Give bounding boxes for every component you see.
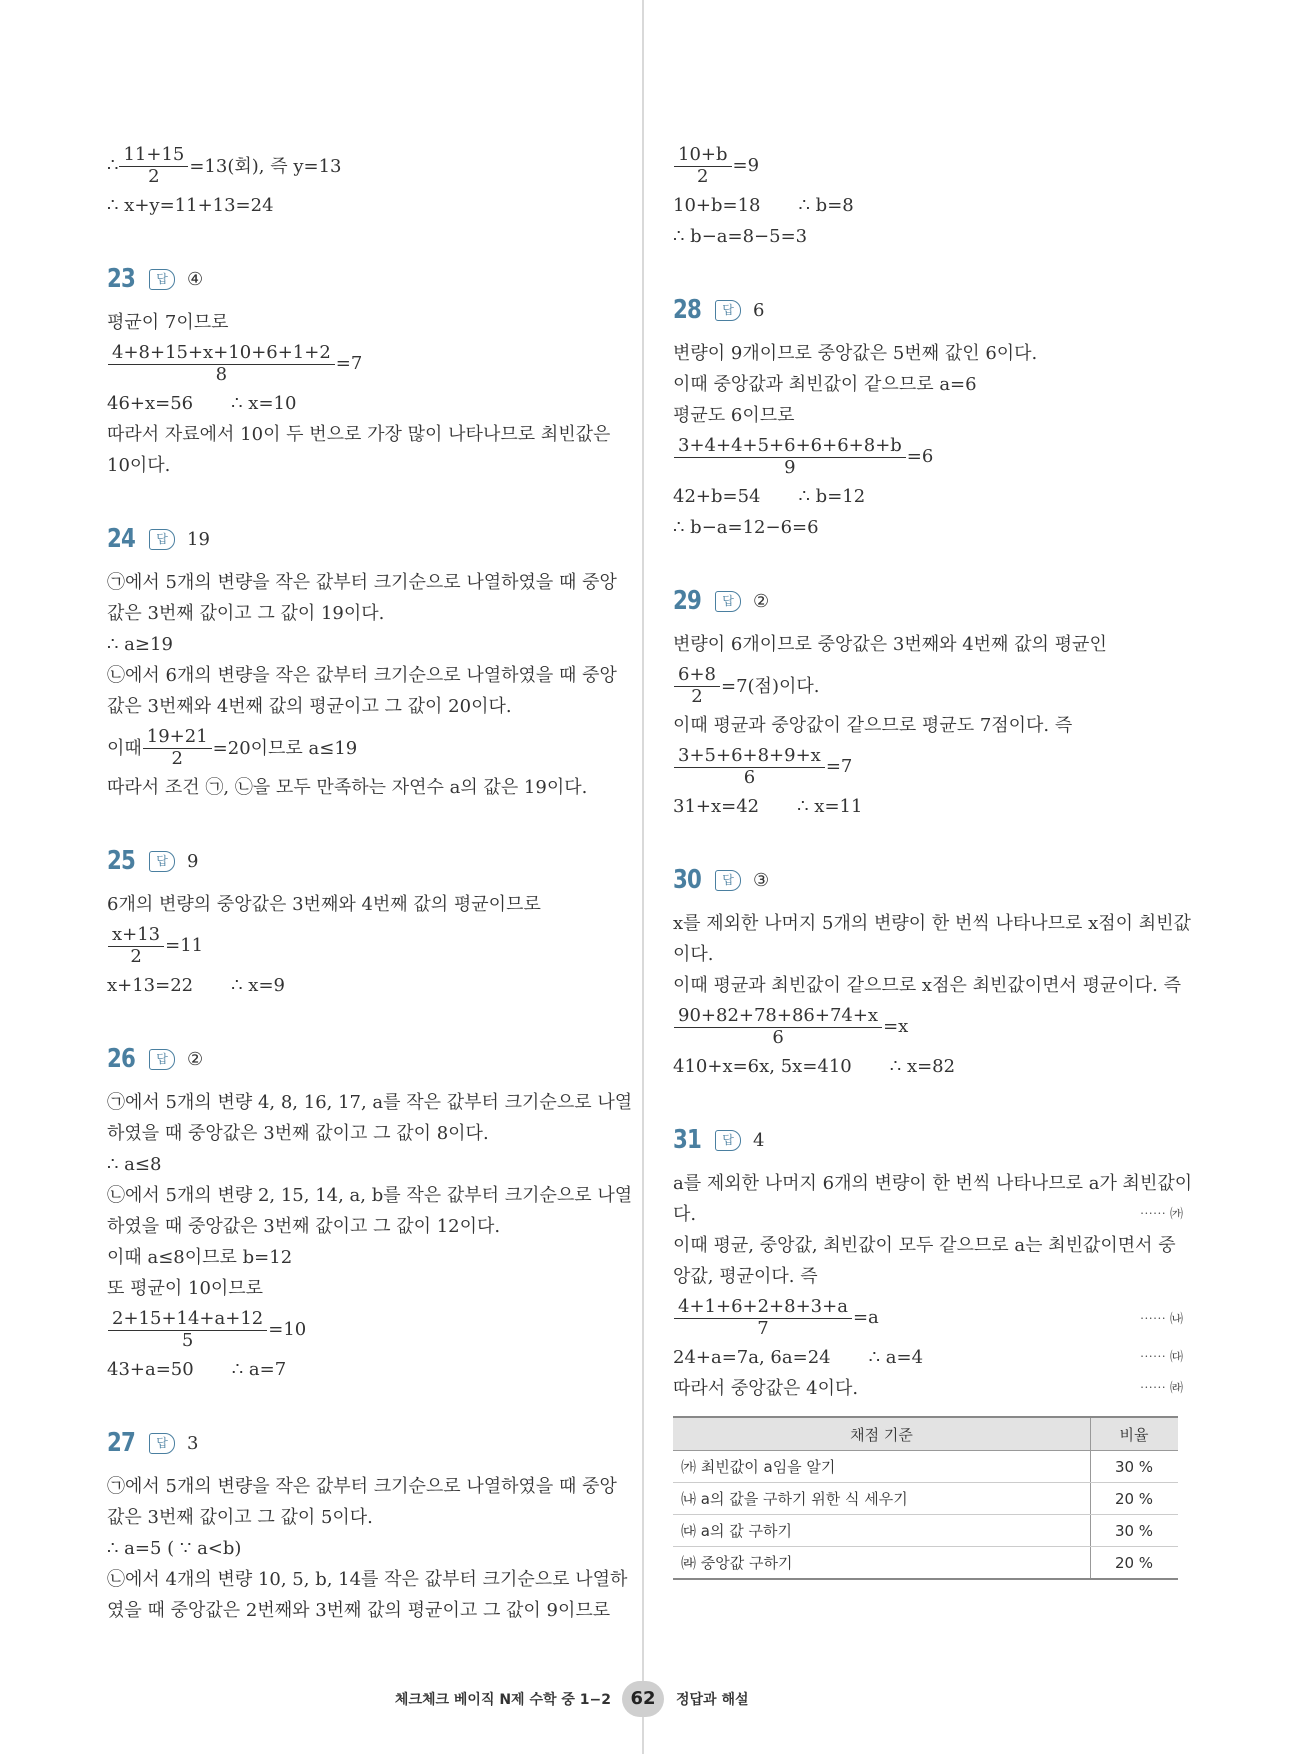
right-column [673,140,1193,1580]
denominator: 8 [215,363,228,385]
answer-value: 9 [187,850,199,872]
fraction-line [673,140,1183,190]
text-line: ∴ b−a=12−6=6 [673,517,819,538]
answer-badge: 답 [715,300,741,321]
problem-number: 28 [673,295,702,325]
denominator: 9 [784,456,796,478]
conclusion: ∴ a=4 [868,1347,924,1368]
text-line: 이때 중앙값과 최빈값이 같으므로 a=6 [673,374,977,395]
text-line: ∴ a≤8 [107,1154,162,1175]
text-line: 평균이 7이므로 [107,312,229,333]
numerator: x+13 [108,924,164,947]
problem-24-header [107,517,627,561]
answer-value: 19 [187,528,210,550]
fraction [674,745,825,788]
criteria-cell: ㈏ a의 값을 구하기 위한 식 세우기 [673,1483,1091,1515]
step-marker: ⋯⋯ ㈑ [1139,1381,1183,1396]
text-line: ㉡에서 6개의 변량을 작은 값부터 크기순으로 나열하였을 때 중앙 [107,665,617,686]
conclusion: ∴ x=82 [889,1056,956,1077]
numerator: 11+15 [119,144,188,167]
text-line: 이때 평균과 중앙값이 같으므로 평균도 7점이다. 즉 [673,715,1073,736]
table-row [673,1451,1178,1483]
equation: 24+a=7a, 6a=24 [673,1347,831,1368]
step-marker: ⋯⋯ ㈏ [1139,1311,1183,1327]
equation: 31+x=42 [673,796,760,817]
problem-27-header [107,1421,627,1465]
text-line: 따라서 자료에서 10이 두 번으로 가장 많이 나타나므로 최빈값은 [107,424,611,445]
equation-line [673,190,1183,221]
problem-number: 31 [673,1125,702,1155]
conclusion: ∴ b=8 [798,195,854,216]
problem-26-header [107,1037,627,1081]
denominator: 2 [148,165,160,187]
numerator: 4+1+6+2+8+3+a [674,1296,852,1319]
answer-value: ② [187,1048,204,1070]
table-row [673,1547,1178,1580]
text-line: ㉠에서 5개의 변량을 작은 값부터 크기순으로 나열하였을 때 중앙 [107,1476,617,1497]
text-line: ㉠에서 5개의 변량을 작은 값부터 크기순으로 나열하였을 때 중앙 [107,572,617,593]
scoring-table [673,1416,1178,1580]
ratio-cell: 30 % [1091,1451,1179,1483]
problem-number: 29 [673,586,702,616]
equation-tail: =a [852,1306,879,1328]
text-line: 10이다. [107,455,171,476]
problem-number: 23 [107,264,136,294]
criteria-cell: ㈑ 중앙값 구하기 [673,1547,1091,1580]
text-line: 값은 3번째 값이고 그 값이 19이다. [107,603,385,624]
text-line: 6개의 변량의 중앙값은 3번째와 4번째 값의 평균이므로 [107,894,541,915]
therefore: ∴ [107,154,119,176]
criteria-cell: ㈎ 최빈값이 a임을 알기 [673,1451,1091,1483]
numerator: 10+b [674,144,732,167]
equation-tail: =11 [165,934,204,956]
problem-31-header [673,1118,1183,1162]
step-marker: ⋯⋯ ㈎ [1139,1207,1183,1222]
text-line: ㉡에서 4개의 변량 10, 5, b, 14를 작은 값부터 크기순으로 나열하 [107,1569,628,1590]
answer-badge: 답 [149,529,175,550]
fraction [674,664,720,707]
numerator: 2+15+14+a+12 [108,1308,267,1331]
text-line: 따라서 조건 ㉠, ㉡을 모두 만족하는 자연수 a의 값은 19이다. [107,777,588,798]
equation-head: 이때 [107,738,142,759]
fraction [674,1296,852,1339]
equation: 10+b=18 [673,195,761,216]
text-line: 하였을 때 중앙값은 3번째 값이고 그 값이 8이다. [107,1123,489,1144]
answer-value: 3 [187,1432,199,1454]
denominator: 6 [772,1026,784,1048]
problem-number: 26 [107,1044,136,1074]
equation-tail: =13(회), 즉 y=13 [189,156,342,177]
fraction-line [107,722,627,772]
text-line: 였을 때 중앙값은 2번째와 3번째 값의 평균이고 그 값이 9이므로 [107,1600,611,1621]
text-line: 이다. [673,944,714,965]
problem-30-header [673,858,1183,902]
text-line [673,1199,1183,1230]
text: 따라서 중앙값은 4이다. [673,1378,859,1399]
fraction [674,144,732,187]
table-row [673,1483,1178,1515]
text-line: 평균도 6이므로 [673,405,795,426]
equation: 410+x=6x, 5x=410 [673,1056,852,1077]
fraction-line [673,431,1183,481]
equation-tail: =7 [335,352,363,374]
denominator: 2 [171,747,183,769]
book-title: 체크체크 베이직 N제 수학 중 1−2 [394,1692,611,1708]
text-line: 값은 3번째와 4번째 값의 평균이고 그 값이 20이다. [107,696,512,717]
fraction-line [107,920,627,970]
equation-line [673,1051,1183,1082]
text-line: 이때 a≤8이므로 b=12 [107,1247,293,1268]
answer-badge: 답 [715,870,741,891]
denominator: 5 [181,1329,194,1351]
problem-number: 30 [673,865,702,895]
text-line [673,1373,1183,1404]
text-line: ∴ a≥19 [107,634,173,655]
fraction [674,1005,882,1048]
numerator: 3+5+6+8+9+x [674,745,825,768]
text-line: a를 제외한 나머지 6개의 변량이 한 번씩 나타나므로 a가 최빈값이 [673,1173,1193,1194]
text-line: 하였을 때 중앙값은 3번째 값이고 그 값이 12이다. [107,1216,501,1237]
equation: x+13=22 [107,975,194,996]
fraction-line [673,1292,1183,1342]
header-ratio: 비율 [1091,1417,1179,1451]
fraction [119,144,188,187]
numerator: 3+4+4+5+6+6+6+8+b [674,435,906,458]
table-header-row [673,1417,1178,1451]
fraction [143,726,212,769]
fraction-line [673,660,1183,710]
criteria-cell: ㈐ a의 값 구하기 [673,1515,1091,1547]
text-line: 값은 3번째 값이고 그 값이 5이다. [107,1507,373,1528]
conclusion: ∴ x=11 [797,796,863,817]
ratio-cell: 20 % [1091,1483,1179,1515]
fraction-line [673,1001,1183,1051]
problem-number: 24 [107,524,136,554]
text: 다. [673,1204,697,1225]
text-line: ∴ x+y=11+13=24 [107,195,274,216]
equation: 46+x=56 [107,393,194,414]
equation: 43+a=50 [107,1359,194,1380]
ratio-cell: 30 % [1091,1515,1179,1547]
step-marker: ⋯⋯ ㈐ [1139,1350,1183,1365]
equation-tail: =10 [268,1318,307,1340]
equation-tail: =7(점)이다. [721,676,820,697]
fraction [108,924,164,967]
ratio-cell: 20 % [1091,1547,1179,1580]
text-line: 또 평균이 10이므로 [107,1278,264,1299]
problem-number: 27 [107,1428,136,1458]
denominator: 6 [743,766,756,788]
conclusion: ∴ x=10 [231,393,297,414]
numerator: 19+21 [143,726,212,749]
equation-tail: =9 [732,154,760,176]
answer-value: ③ [753,869,770,891]
problem-23-header [107,257,627,301]
fraction [674,435,906,478]
answer-value: 6 [753,299,765,321]
problem-28-header [673,288,1183,332]
fraction-line [107,338,627,388]
answer-value: ② [753,590,770,612]
equation-line [673,791,1183,822]
fraction [108,1308,267,1351]
equation-tail: =7 [825,755,853,777]
problem-number: 25 [107,846,136,876]
conclusion: ∴ b=12 [798,486,866,507]
section-title: 정답과 해설 [676,1692,749,1708]
text-line: ㉡에서 5개의 변량 2, 15, 14, a, b를 작은 값부터 크기순으로 나열 [107,1185,633,1206]
answer-value: 4 [753,1129,765,1151]
numerator: 6+8 [674,664,720,687]
denominator: 2 [691,685,703,707]
page-divider [642,0,644,1754]
text-line: x를 제외한 나머지 5개의 변량이 한 번씩 나타나므로 x점이 최빈값 [673,913,1191,934]
equation-line [107,970,627,1001]
equation-line [673,481,1183,512]
text-line: 이때 평균과 최빈값이 같으므로 x점은 최빈값이면서 평균이다. 즉 [673,975,1182,996]
answer-badge: 답 [715,591,741,612]
equation-tail: =20이므로 a≤19 [212,738,358,759]
conclusion: ∴ x=9 [231,975,285,996]
table-row [673,1515,1178,1547]
text-line: ∴ a=5 ( ∵ a<b) [107,1538,242,1559]
page-number: 62 [622,1681,664,1717]
fraction-line [673,741,1183,791]
problem-29-header [673,579,1183,623]
text-line: ∴ b−a=8−5=3 [673,226,808,247]
equation: 42+b=54 [673,486,761,507]
text-line: 변량이 9개이므로 중앙값은 5번째 값인 6이다. [673,343,1038,364]
header-criteria: 채점 기준 [673,1417,1091,1451]
denominator: 2 [697,165,709,187]
left-column [107,140,633,1626]
text-line: 앙값, 평균이다. 즉 [673,1266,818,1287]
answer-value: ④ [187,268,204,290]
equation-line [107,1354,627,1385]
answer-badge: 답 [149,269,175,290]
answer-badge: 답 [149,1433,175,1454]
equation-line [673,1342,1183,1373]
equation-tail: =x [883,1015,909,1037]
fraction [108,342,335,385]
fraction-line [107,1304,627,1354]
page-footer [0,1681,1300,1717]
conclusion: ∴ a=7 [231,1359,287,1380]
text-line: 변량이 6개이므로 중앙값은 3번째와 4번째 값의 평균인 [673,634,1107,655]
intro-fraction-line [107,140,627,190]
equation-tail: =6 [906,445,934,467]
answer-badge: 답 [149,1049,175,1070]
equation-line [107,388,627,419]
denominator: 2 [130,945,142,967]
numerator: 90+82+78+86+74+x [674,1005,882,1028]
denominator: 7 [757,1317,769,1339]
answer-badge: 답 [715,1130,741,1151]
answer-badge: 답 [149,851,175,872]
numerator: 4+8+15+x+10+6+1+2 [108,342,335,365]
problem-25-header [107,839,627,883]
text-line: ㉠에서 5개의 변량 4, 8, 16, 17, a를 작은 값부터 크기순으로 나열 [107,1092,633,1113]
text-line: 이때 평균, 중앙값, 최빈값이 모두 같으므로 a는 최빈값이면서 중 [673,1235,1176,1256]
